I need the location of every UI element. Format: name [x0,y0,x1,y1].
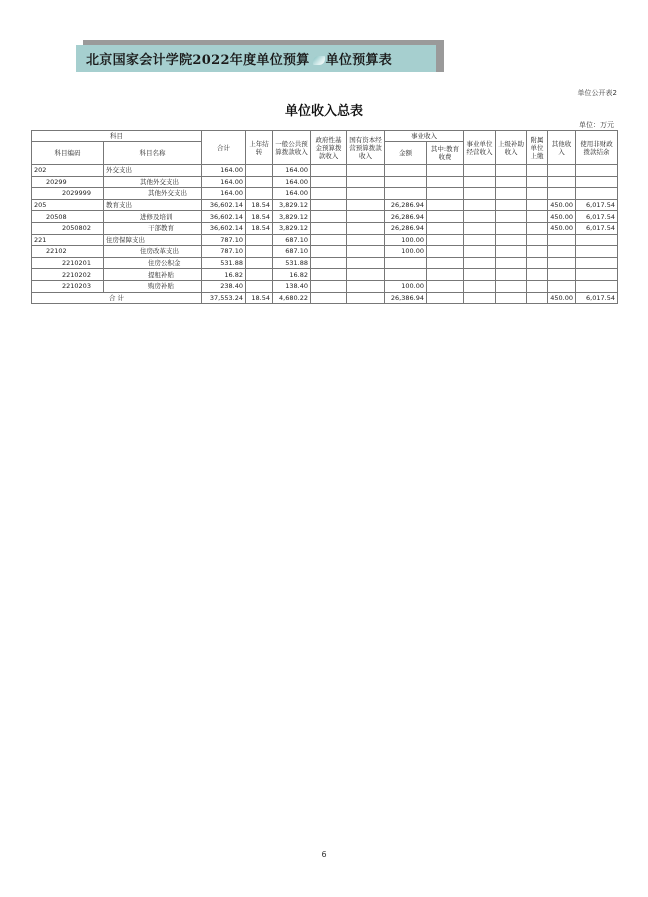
cell-biz-amount [385,257,427,269]
cell-other [548,234,576,246]
cell-state-capital [347,165,385,177]
table-row [32,246,618,258]
subject-name: 外交支出 [104,165,202,177]
table-row [32,234,618,246]
cell-other [548,257,576,269]
cell-biz-amount: 26,286.94 [385,211,427,223]
banner-budget-label: 年度单位预算 [229,53,310,68]
cell-total: 787.10 [202,246,246,258]
table-row [32,165,618,177]
cell-superior [496,280,527,292]
cell-general: 164.00 [273,176,311,188]
header-name: 科目名称 [104,142,202,165]
subject-name: 干部教育 [104,222,202,234]
subject-name: 教育支出 [104,199,202,211]
subject-name: 住房改革支出 [104,246,202,258]
cell-edu-fee [427,269,464,281]
cell-non-fiscal: 6,017.54 [576,199,618,211]
cell-edu-fee [427,165,464,177]
cell-gov-fund [311,165,347,177]
cell-carryover: 18.54 [246,199,273,211]
cell-state-capital [347,188,385,200]
total-operating [464,292,496,304]
cell-carryover [246,188,273,200]
cell-superior [496,269,527,281]
cell-general: 3,829.12 [273,222,311,234]
subject-code: 20508 [32,211,104,223]
cell-carryover [246,165,273,177]
cell-subordinate [527,165,548,177]
cell-carryover [246,269,273,281]
header-superior-subsidy: 上级补助收入 [496,131,527,165]
cell-subordinate [527,246,548,258]
cell-superior [496,165,527,177]
cell-edu-fee [427,188,464,200]
cell-state-capital [347,246,385,258]
cell-superior [496,246,527,258]
cell-superior [496,234,527,246]
cell-gov-fund [311,257,347,269]
cell-operating [464,280,496,292]
subject-code: 22102 [32,246,104,258]
cell-biz-amount: 26,286.94 [385,222,427,234]
cell-edu-fee [427,211,464,223]
cell-other: 450.00 [548,199,576,211]
cell-state-capital [347,199,385,211]
cell-subordinate [527,234,548,246]
cell-non-fiscal [576,165,618,177]
cell-biz-amount [385,188,427,200]
subject-code: 20299 [32,176,104,188]
cell-edu-fee [427,176,464,188]
subject-code: 2210202 [32,269,104,281]
cell-gov-fund [311,211,347,223]
total-row [32,292,618,304]
cell-gov-fund [311,269,347,281]
cell-other: 450.00 [548,222,576,234]
cell-non-fiscal: 6,017.54 [576,211,618,223]
cell-subordinate [527,269,548,281]
cell-other [548,165,576,177]
cell-subordinate [527,211,548,223]
page-title: 单位收入总表 [284,104,363,119]
page-number: 6 [321,850,327,859]
cell-other [548,246,576,258]
table-row [32,257,618,269]
cell-operating [464,199,496,211]
cell-non-fiscal [576,280,618,292]
cell-carryover [246,257,273,269]
report-number: 单位公开表2 [577,89,617,97]
cell-biz-amount [385,176,427,188]
cell-gov-fund [311,176,347,188]
subject-code: 202 [32,165,104,177]
cell-general: 164.00 [273,188,311,200]
total-biz-amount: 26,386.94 [385,292,427,304]
cell-other [548,176,576,188]
cell-carryover [246,246,273,258]
cell-biz-amount [385,269,427,281]
subject-code: 221 [32,234,104,246]
cell-state-capital [347,234,385,246]
cell-general: 687.10 [273,234,311,246]
subject-name: 住房保障支出 [104,234,202,246]
total-subordinate [527,292,548,304]
banner-section-label: 单位预算表 [325,53,393,68]
cell-subordinate [527,280,548,292]
cell-total: 36,602.14 [202,199,246,211]
header-non-fiscal: 使用非财政拨款结余 [576,131,618,165]
cell-biz-amount: 100.00 [385,234,427,246]
header-other-income: 其他收入 [548,131,576,165]
cell-state-capital [347,176,385,188]
cell-non-fiscal [576,246,618,258]
cell-operating [464,176,496,188]
banner-year: 2022 [192,53,230,68]
cell-subordinate [527,188,548,200]
cell-state-capital [347,257,385,269]
cell-superior [496,188,527,200]
cell-carryover [246,176,273,188]
header-subject: 科目 [32,131,202,142]
cell-edu-fee [427,257,464,269]
cell-superior [496,199,527,211]
banner-institution: 北京国家会计学院 [86,53,193,68]
subject-name: 其他外交支出 [104,176,202,188]
cell-non-fiscal [576,269,618,281]
cell-subordinate [527,257,548,269]
subject-code: 2029999 [32,188,104,200]
cell-non-fiscal [576,176,618,188]
cell-biz-amount: 100.00 [385,246,427,258]
cell-operating [464,165,496,177]
cell-edu-fee [427,199,464,211]
cell-gov-fund [311,222,347,234]
total-non-fiscal: 6,017.54 [576,292,618,304]
cell-non-fiscal: 6,017.54 [576,222,618,234]
cell-state-capital [347,222,385,234]
subject-name: 提租补贴 [104,269,202,281]
cell-gov-fund [311,199,347,211]
cell-other [548,188,576,200]
cell-non-fiscal [576,257,618,269]
table-row [32,269,618,281]
cell-non-fiscal [576,234,618,246]
header-code: 科目编码 [32,142,104,165]
subject-code: 2210203 [32,280,104,292]
cell-operating [464,222,496,234]
cell-total: 36,602.14 [202,222,246,234]
cell-superior [496,176,527,188]
subject-code: 205 [32,199,104,211]
total-total: 37,553.24 [202,292,246,304]
cell-subordinate [527,222,548,234]
cell-total: 531.88 [202,257,246,269]
cell-gov-fund [311,246,347,258]
cell-state-capital [347,211,385,223]
total-superior [496,292,527,304]
header-subordinate: 附属单位上缴 [527,131,548,165]
cell-total: 164.00 [202,176,246,188]
cell-state-capital [347,280,385,292]
cell-carryover: 18.54 [246,211,273,223]
cell-biz-amount [385,165,427,177]
header-carryover: 上年结转 [246,131,273,165]
subject-name: 进修及培训 [104,211,202,223]
header-edu-fee: 其中:教育收费 [427,142,464,165]
table-body [32,165,618,304]
header-banner [76,45,436,72]
cell-carryover: 18.54 [246,222,273,234]
header-business-income: 事业收入 [385,131,464,142]
total-other: 450.00 [548,292,576,304]
cell-operating [464,188,496,200]
cell-subordinate [527,176,548,188]
cell-total: 36,602.14 [202,211,246,223]
table-row [32,188,618,200]
cell-gov-fund [311,234,347,246]
table-row [32,211,618,223]
cell-other [548,269,576,281]
header-total: 合计 [202,131,246,165]
unit-label: 单位：万元 [579,121,614,129]
cell-total: 164.00 [202,188,246,200]
cell-operating [464,257,496,269]
leaf-separator-icon [313,56,325,65]
table-row [32,176,618,188]
cell-general: 164.00 [273,165,311,177]
cell-superior [496,211,527,223]
cell-operating [464,211,496,223]
cell-operating [464,234,496,246]
cell-other: 450.00 [548,211,576,223]
total-state-capital [347,292,385,304]
income-summary-table [31,130,618,304]
cell-non-fiscal [576,188,618,200]
cell-state-capital [347,269,385,281]
cell-general: 687.10 [273,246,311,258]
cell-total: 164.00 [202,165,246,177]
cell-biz-amount: 26,286.94 [385,199,427,211]
cell-superior [496,257,527,269]
cell-general: 3,829.12 [273,211,311,223]
cell-gov-fund [311,188,347,200]
table-row [32,280,618,292]
cell-edu-fee [427,234,464,246]
cell-edu-fee [427,246,464,258]
cell-biz-amount: 100.00 [385,280,427,292]
cell-edu-fee [427,280,464,292]
header-general-budget: 一般公共预算拨款收入 [273,131,311,165]
cell-superior [496,222,527,234]
cell-gov-fund [311,280,347,292]
cell-other [548,280,576,292]
header-amount: 金额 [385,142,427,165]
cell-general: 138.40 [273,280,311,292]
cell-subordinate [527,199,548,211]
subject-name: 住房公积金 [104,257,202,269]
cell-general: 16.82 [273,269,311,281]
cell-edu-fee [427,222,464,234]
table-row [32,199,618,211]
cell-operating [464,269,496,281]
header-state-capital: 国有资本经营预算拨款收入 [347,131,385,165]
cell-general: 531.88 [273,257,311,269]
total-general: 4,680.22 [273,292,311,304]
header-gov-fund: 政府性基金预算拨款收入 [311,131,347,165]
cell-total: 787.10 [202,234,246,246]
cell-total: 238.40 [202,280,246,292]
cell-carryover [246,234,273,246]
cell-general: 3,829.12 [273,199,311,211]
subject-code: 2210201 [32,257,104,269]
subject-code: 2050802 [32,222,104,234]
cell-operating [464,246,496,258]
subject-name: 购房补贴 [104,280,202,292]
table-row [32,222,618,234]
subject-name: 其他外交支出 [104,188,202,200]
banner-title [86,49,392,68]
cell-carryover [246,280,273,292]
total-edu-fee [427,292,464,304]
total-label: 合 计 [32,292,202,304]
header-operating-income: 事业单位经营收入 [464,131,496,165]
total-gov-fund [311,292,347,304]
cell-total: 16.82 [202,269,246,281]
total-carryover: 18.54 [246,292,273,304]
